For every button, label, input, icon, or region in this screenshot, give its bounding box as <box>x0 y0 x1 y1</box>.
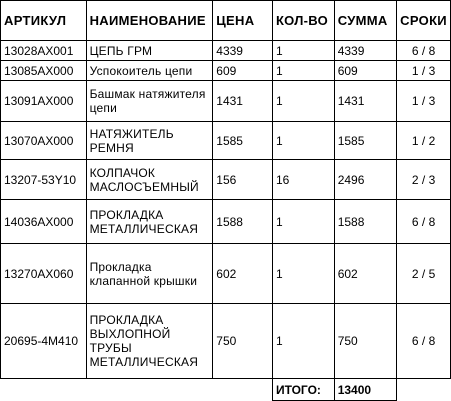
price-cell: 1588 <box>213 200 273 244</box>
table-row <box>1 244 451 304</box>
name-cell: ПРОКЛАДКА МЕТАЛЛИЧЕСКАЯ <box>86 200 213 244</box>
sum-cell: 1585 <box>334 122 396 160</box>
term-cell: 1 / 3 <box>397 61 451 81</box>
article-cell: 13070AX000 <box>1 122 87 160</box>
term-cell: 6 / 8 <box>397 304 451 379</box>
name-cell: Прокладка клапанной крышки <box>86 244 213 304</box>
table-row <box>1 200 451 244</box>
article-cell: 20695-4M410 <box>1 304 87 379</box>
article-cell: 14036AX000 <box>1 200 87 244</box>
header-row <box>1 1 451 41</box>
article-cell: 13085AX000 <box>1 61 87 81</box>
name-cell: ЦЕПЬ ГРМ <box>86 41 213 61</box>
table-row <box>1 304 451 379</box>
sum-cell: 4339 <box>334 41 396 61</box>
header-price: ЦЕНА <box>213 1 273 41</box>
header-article: АРТИКУЛ <box>1 1 87 41</box>
term-cell: 6 / 8 <box>397 200 451 244</box>
qty-cell: 1 <box>272 41 334 61</box>
header-sum: СУММА <box>334 1 396 41</box>
article-cell: 13207-53Y10 <box>1 160 87 200</box>
price-cell: 156 <box>213 160 273 200</box>
article-cell: 13028AX001 <box>1 41 87 61</box>
table-row <box>1 81 451 122</box>
qty-cell: 1 <box>272 61 334 81</box>
price-cell: 1585 <box>213 122 273 160</box>
name-cell: Башмак натяжителя цепи <box>86 81 213 122</box>
table-row <box>1 61 451 81</box>
term-cell: 1 / 2 <box>397 122 451 160</box>
empty-cell <box>86 379 213 401</box>
qty-cell: 1 <box>272 81 334 122</box>
sum-cell: 2496 <box>334 160 396 200</box>
total-value: 13400 <box>334 379 396 401</box>
header-term: СРОКИ <box>397 1 451 41</box>
term-cell: 2 / 5 <box>397 244 451 304</box>
empty-cell <box>213 379 273 401</box>
term-cell: 1 / 3 <box>397 81 451 122</box>
price-cell: 609 <box>213 61 273 81</box>
qty-cell: 1 <box>272 122 334 160</box>
sum-cell: 609 <box>334 61 396 81</box>
price-cell: 4339 <box>213 41 273 61</box>
header-qty: КОЛ-ВО <box>272 1 334 41</box>
price-cell: 1431 <box>213 81 273 122</box>
qty-cell: 1 <box>272 244 334 304</box>
sum-cell: 1588 <box>334 200 396 244</box>
price-cell: 750 <box>213 304 273 379</box>
name-cell: Успокоитель цепи <box>86 61 213 81</box>
empty-cell <box>1 379 87 401</box>
article-cell: 13091AX000 <box>1 81 87 122</box>
qty-cell: 16 <box>272 160 334 200</box>
term-cell: 6 / 8 <box>397 41 451 61</box>
sum-cell: 602 <box>334 244 396 304</box>
term-cell: 2 / 3 <box>397 160 451 200</box>
name-cell: ПРОКЛАДКА ВЫХЛОПНОЙ ТРУБЫ МЕТАЛЛИЧЕСКАЯ <box>86 304 213 379</box>
qty-cell: 1 <box>272 304 334 379</box>
sum-cell: 750 <box>334 304 396 379</box>
name-cell: КОЛПАЧОК МАСЛОСЪЕМНЫЙ <box>86 160 213 200</box>
table-row <box>1 41 451 61</box>
name-cell: НАТЯЖИТЕЛЬ РЕМНЯ <box>86 122 213 160</box>
qty-cell: 1 <box>272 200 334 244</box>
sum-cell: 1431 <box>334 81 396 122</box>
header-name: НАИМЕНОВАНИЕ <box>86 1 213 41</box>
total-label: ИТОГО: <box>272 379 334 401</box>
table-row <box>1 160 451 200</box>
price-cell: 602 <box>213 244 273 304</box>
table-row <box>1 122 451 160</box>
article-cell: 13270AX060 <box>1 244 87 304</box>
total-row <box>1 379 451 401</box>
empty-cell <box>397 379 451 401</box>
